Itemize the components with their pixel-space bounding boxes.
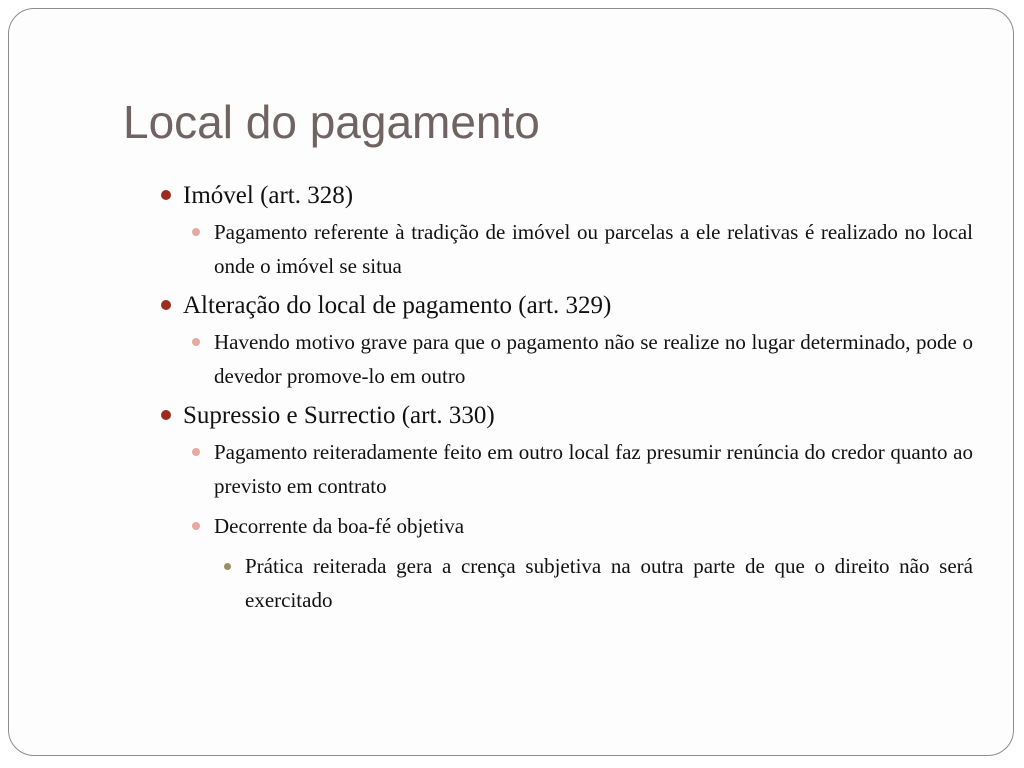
sub-bullet-dot-icon [192,522,200,530]
slide-title: Local do pagamento [123,96,540,148]
bullet-item-imovel [157,179,973,213]
bullet-text: Alteração do local de pagamento (art. 329) [183,292,612,319]
sub-bullet-item-motivo-grave [187,325,973,393]
sub-bullet-text: Pagamento referente à tradição de imóvel ou parcelas a ele relativas é realizado no local onde o imóvel se situa [214,220,973,278]
bullet-dot-icon [161,300,171,310]
bullet-text: Supressio e Surrectio (art. 330) [183,402,495,429]
bullet-item-alteracao [157,289,973,323]
sub-bullet-text: Decorrente da boa-fé objetiva [214,514,465,538]
slide-content [157,179,973,623]
bullet-dot-icon [161,410,171,420]
sub-bullet-dot-icon [192,448,200,456]
sub-bullet-text: Havendo motivo grave para que o pagamento não se realize no lugar determinado, pode o devedor promove-lo em outro [214,330,973,388]
slide-frame [8,8,1014,756]
sub-bullet-text: Pagamento reiteradamente feito em outro local faz presumir renúncia do credor quanto ao previsto em contrato [214,440,973,498]
bullet-item-supressio [157,399,973,433]
sub-sub-bullet-text: Prática reiterada gera a crença subjetiva na outra parte de que o direito não será exercitado [245,554,973,612]
bullet-dot-icon [161,190,171,200]
sub-sub-bullet-dot-icon [224,563,231,570]
sub-bullet-item-pagamento-reiterado [187,435,973,503]
sub-sub-bullet-item-pratica-reiterada [219,549,973,617]
sub-bullet-item-pagamento-imovel [187,215,973,283]
sub-bullet-dot-icon [192,338,200,346]
sub-bullet-dot-icon [192,228,200,236]
bullet-text: Imóvel (art. 328) [183,182,354,209]
sub-bullet-item-boa-fe [187,509,973,543]
